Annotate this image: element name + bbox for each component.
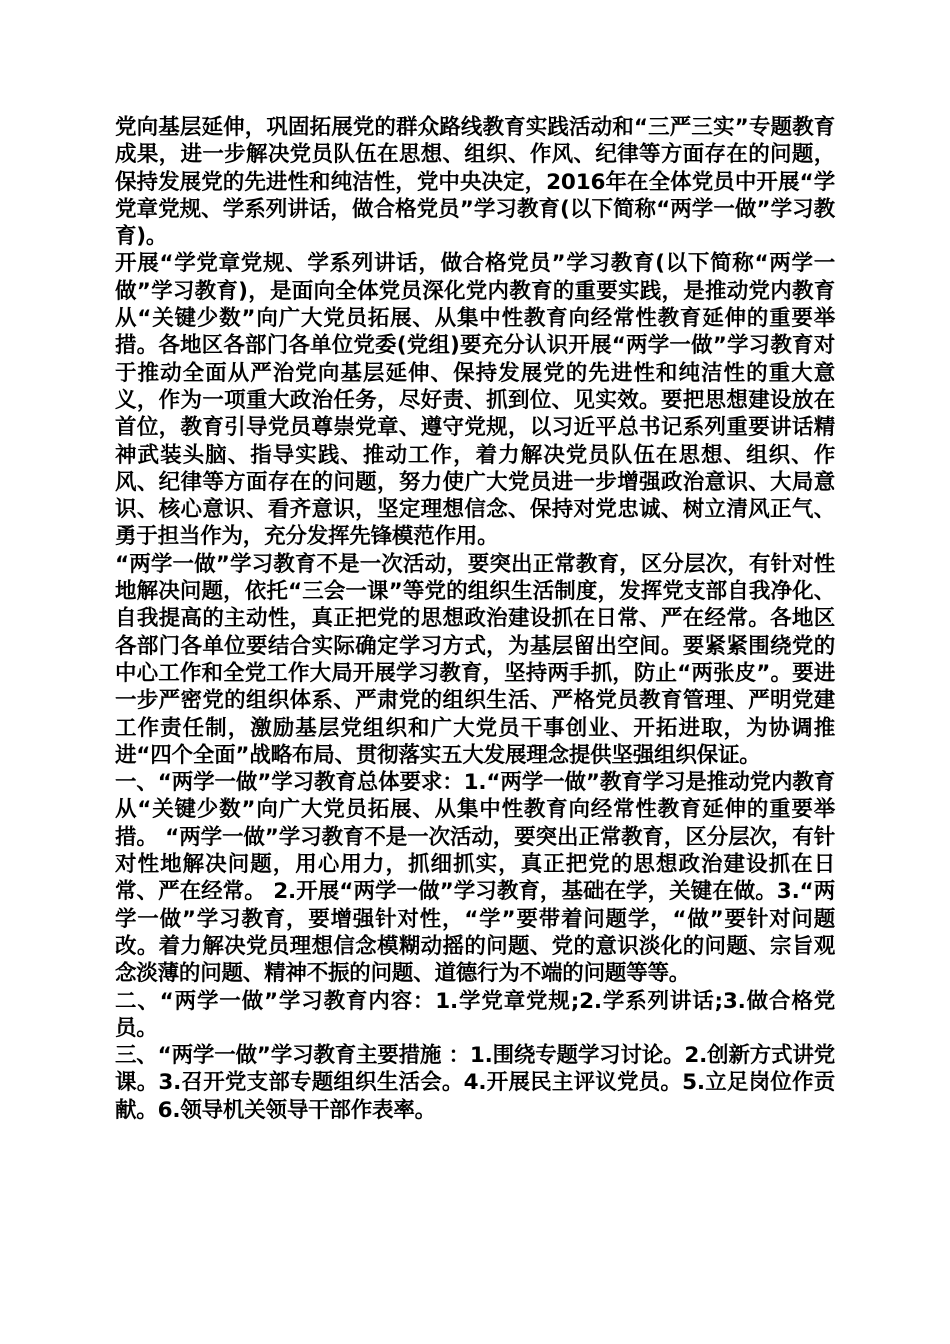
paragraph-section-three-measures: 三、“两学一做”学习教育主要措施 ：1.围绕专题学习讨论。2.创新方式讲党课。3.召开党支部专题组织生活会。4.开展民主评议党员。5.立足岗位作贡献。6.领导机关领导干部作表率。 <box>115 1043 835 1123</box>
paragraph-not-one-time-activity: “两学一做”学习教育不是一次活动，要突出正常教育，区分层次，有针对性地解决问题，依托“三会一课”等党的组织生活制度，发挥党支部自我净化、自我提高的主动性，真正把党的思想政治建设抓在日常、严在经常。各地区各部门各单位要结合实际确定学习方式，为基层留出空间。要紧紧围绕党的中心工作和全党工作大局开展学习教育，坚持两手抓，防止“两张皮”。要进一步严密党的组织体系、严肃党的组织生活、严格党员教育管理、严明党建工作责任制，激励基层党组织和广大党员干事创业、开拓进取，为协调推进“四个全面”战略布局、贯彻落实五大发展理念提供坚强组织保证。 <box>115 551 835 768</box>
document-body <box>115 114 835 1124</box>
paragraph-section-one-requirements: 一、“两学一做”学习教育总体要求：1.“两学一做”教育学习是推动党内教育从“关键少数”向广大党员拓展、从集中性教育向经常性教育延伸的重要举措。 “两学一做”学习教育不是一次活动，要突出正常教育，区分层次，有针对性地解决问题，用心用力，抓细抓实，真正把党的思想政治建设抓在日常、严在经常。 2.开展“两学一做”学习教育，基础在学，关键在做。3.“两学一做”学习教育，要增强针对性，“学”要带着问题学，“做”要针对问题改。着力解决党员理想信念模糊动摇的问题、党的意识淡化的问题、宗旨观念淡薄的问题、精神不振的问题、道德行为不端的问题等等。 <box>115 770 835 987</box>
paragraph-intro: 党向基层延伸，巩固拓展党的群众路线教育实践活动和“三严三实”专题教育成果，进一步解决党员队伍在思想、组织、作风、纪律等方面存在的问题，保持发展党的先进性和纯洁性，党中央决定，2016年在全体党员中开展“学党章党规、学系列讲话，做合格党员”学习教育(以下简称“两学一做”学习教育)。 <box>115 115 835 250</box>
paragraph-section-two-content: 二、“两学一做”学习教育内容：1.学党章党规;2.学系列讲话;3.做合格党员。 <box>115 988 835 1041</box>
paragraph-significance: 开展“学党章党规、学系列讲话，做合格党员”学习教育(以下简称“两学一做”学习教育)，是面向全体党员深化党内教育的重要实践，是推动党内教育从“关键少数”向广大党员拓展、从集中性教育向经常性教育延伸的重要举措。各地区各部门各单位党委(党组)要充分认识开展“两学一做”学习教育对于推动全面从严治党向基层延伸、保持发展党的先进性和纯洁性的重大意义，作为一项重大政治任务，尽好责、抓到位、见实效。要把思想建设放在首位，教育引导党员尊崇党章、遵守党规，以习近平总书记系列重要讲话精神武装头脑、指导实践、推动工作，着力解决党员队伍在思想、组织、作风、纪律等方面存在的问题，努力使广大党员进一步增强政治意识、大局意识、核心意识、看齐意识，坚定理想信念、保持对党忠诚、树立清风正气、勇于担当作为，充分发挥先锋模范作用。 <box>115 251 835 550</box>
